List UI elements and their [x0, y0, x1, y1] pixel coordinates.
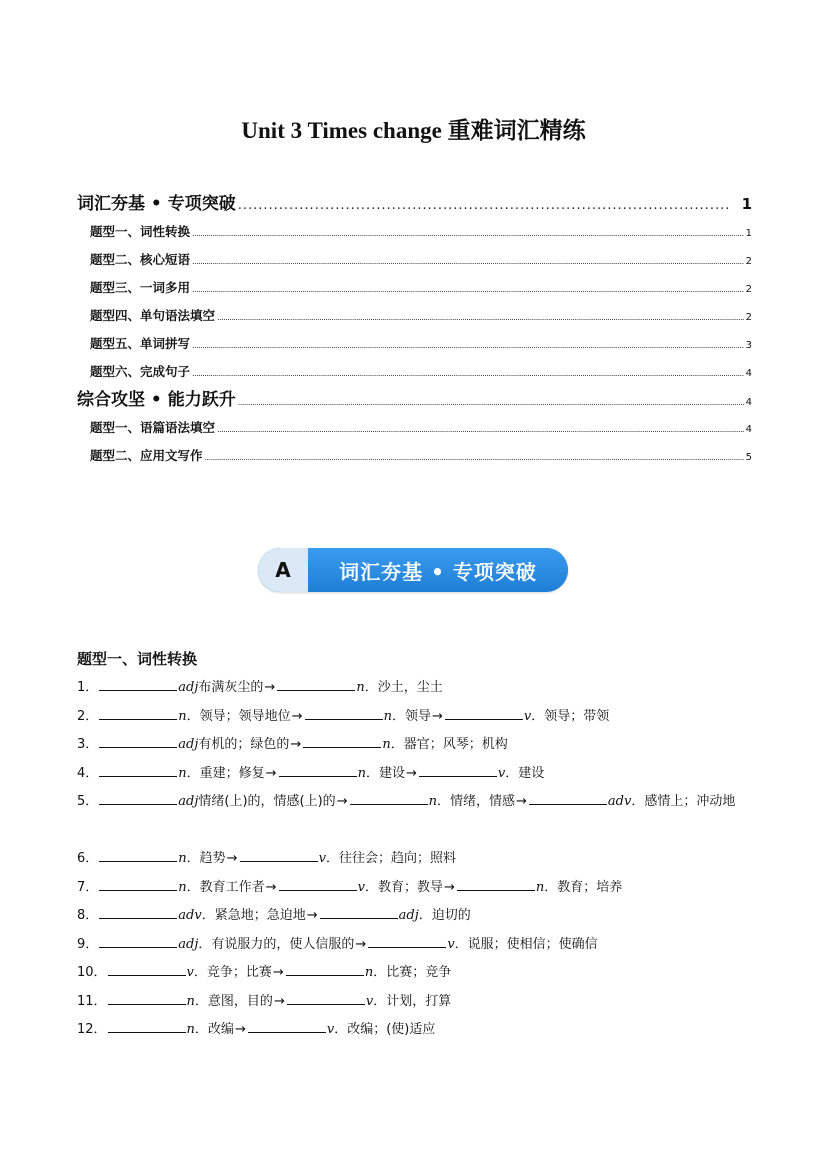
arrow-right-icon: →: [443, 879, 455, 895]
question-number: 2．: [77, 708, 99, 724]
definition-text: ．趋势: [186, 851, 226, 866]
definition-text: ．说服；使相信；使确信: [454, 936, 598, 952]
toc-entry[interactable]: [77, 442, 752, 470]
definition-text: ．感情上；冲动地: [631, 794, 736, 809]
answer-blank[interactable]: [286, 961, 364, 976]
part-of-speech: v: [523, 708, 532, 724]
arrow-right-icon: →: [336, 794, 348, 809]
part-of-speech: n: [357, 765, 366, 781]
definition-text: ．领导；领导地位: [186, 708, 291, 724]
toc-leader-dots: [192, 220, 744, 248]
answer-blank[interactable]: [99, 762, 177, 777]
question-item: [77, 731, 757, 760]
answer-blank[interactable]: [240, 847, 318, 862]
banner-title: 词汇夯基 • 专项突破: [308, 548, 568, 592]
toc-leader-dots: [192, 360, 744, 388]
question-item: [77, 1016, 757, 1045]
question-number: 9．: [77, 936, 99, 952]
answer-blank[interactable]: [108, 961, 186, 976]
arrow-right-icon: →: [272, 965, 284, 980]
part-of-speech: v: [318, 851, 326, 866]
question-number: 5．: [77, 794, 99, 809]
answer-blank[interactable]: [287, 990, 365, 1005]
question-number: 6．: [77, 851, 99, 866]
part-of-speech: n: [178, 879, 187, 895]
definition-text: ．往往会；趋向；照料: [325, 851, 456, 866]
question-number: 3．: [77, 737, 99, 752]
toc-leader-dots: [217, 304, 744, 332]
part-of-speech: n: [178, 851, 187, 866]
part-of-speech: adv: [178, 908, 202, 923]
toc-leader-dots: [205, 444, 744, 472]
toc-entry-page: 1: [741, 195, 752, 213]
question-list: [77, 674, 757, 1045]
part-of-speech: n: [186, 1022, 195, 1037]
answer-blank[interactable]: [320, 904, 398, 919]
page-title: Unit 3 Times change 重难词汇精练: [241, 118, 586, 143]
part-of-speech: v: [365, 993, 374, 1009]
part-of-speech: adj: [178, 936, 199, 952]
toc-entry-label: 题型二、核心短语: [90, 252, 191, 267]
part-of-speech: n: [178, 765, 187, 781]
part-of-speech: n: [364, 965, 374, 980]
definition-text: ．改编: [194, 1022, 234, 1037]
definition-text: ．重建；修复: [186, 765, 265, 781]
definition-text: ．教育；教导: [364, 879, 443, 895]
toc-entry-page: 2: [745, 256, 752, 267]
definition-text: ．竞争；比赛: [193, 965, 272, 980]
arrow-right-icon: →: [431, 708, 443, 724]
definition-text: ．教育工作者: [186, 879, 265, 895]
definition-text: 情绪(上)的，情感(上)的: [198, 794, 336, 809]
arrow-right-icon: →: [226, 851, 238, 866]
part-of-speech: adj: [178, 794, 199, 809]
banner-badge: A: [258, 548, 308, 592]
toc-entry-page: 2: [745, 284, 752, 295]
question-item: [77, 674, 757, 703]
answer-blank[interactable]: [99, 933, 177, 948]
answer-blank[interactable]: [99, 904, 177, 919]
question-item: [77, 703, 757, 732]
table-of-contents: [77, 190, 752, 470]
part-of-speech: adv: [607, 794, 632, 809]
answer-blank[interactable]: [368, 933, 446, 948]
part-of-speech: v: [497, 765, 506, 781]
toc-leader-dots: [238, 389, 744, 417]
arrow-right-icon: →: [355, 936, 367, 952]
section-banner: [258, 548, 568, 592]
arrow-right-icon: →: [291, 708, 303, 724]
toc-entry-page: 4: [745, 424, 752, 435]
toc-entry-page: 3: [745, 340, 752, 351]
question-item: [77, 988, 757, 1017]
part-of-speech: n: [186, 993, 195, 1009]
question-number: 1．: [77, 680, 99, 695]
part-of-speech: n: [382, 737, 391, 752]
part-of-speech: adj: [178, 737, 199, 752]
toc-entry[interactable]: [77, 218, 752, 246]
question-number: 11．: [77, 993, 107, 1009]
part-of-speech: adj: [178, 680, 199, 695]
question-item: [77, 902, 757, 931]
answer-blank[interactable]: [99, 876, 177, 891]
answer-blank[interactable]: [99, 847, 177, 862]
question-item: [77, 931, 757, 960]
definition-text: ．改编；(使)适应: [334, 1022, 436, 1037]
question-item: [77, 845, 757, 874]
arrow-right-icon: →: [265, 879, 277, 895]
toc-entry-page: 2: [745, 312, 752, 323]
toc-entry[interactable]: [77, 302, 752, 330]
part-of-speech: v: [186, 965, 194, 980]
definition-text: ．意图，目的: [194, 993, 273, 1009]
definition-text: ．领导: [391, 708, 431, 724]
toc-entry-label: 题型二、应用文写作: [90, 448, 203, 463]
toc-leader-dots: [192, 276, 744, 304]
arrow-right-icon: →: [405, 765, 417, 781]
definition-text: ．紧急地；急迫地: [201, 908, 306, 923]
toc-entry-label: 题型四、单句语法填空: [90, 308, 216, 323]
toc-entry[interactable]: [77, 330, 752, 358]
definition-text: ．比赛；竞争: [373, 965, 452, 980]
toc-entry-page: 5: [745, 452, 752, 463]
answer-blank[interactable]: [350, 790, 428, 805]
definition-text: 布满灰尘的: [198, 680, 264, 695]
answer-blank[interactable]: [248, 1018, 326, 1033]
answer-blank[interactable]: [277, 676, 355, 691]
definition-text: ．迫切的: [418, 908, 471, 923]
answer-blank[interactable]: [108, 990, 186, 1005]
toc-entry-page: 4: [745, 368, 752, 379]
definition-text: 有机的；绿色的: [198, 737, 290, 752]
toc-entry[interactable]: [77, 358, 752, 386]
toc-entry[interactable]: [77, 246, 752, 274]
part-of-speech: v: [357, 879, 365, 895]
toc-leader-dots: [217, 416, 744, 444]
definition-text: ．情绪，情感: [436, 794, 515, 809]
answer-blank[interactable]: [445, 705, 523, 720]
answer-blank[interactable]: [279, 876, 357, 891]
toc-entry-page: 1: [745, 228, 752, 239]
answer-blank[interactable]: [108, 1018, 186, 1033]
definition-text: ．器官；风琴；机构: [390, 737, 508, 752]
answer-blank[interactable]: [99, 733, 177, 748]
toc-leader-dots: [238, 192, 728, 220]
toc-leader-dots: [192, 332, 744, 360]
definition-text: ．建设: [365, 765, 405, 781]
answer-blank[interactable]: [99, 676, 177, 691]
toc-entry[interactable]: [77, 386, 752, 414]
answer-blank[interactable]: [305, 705, 383, 720]
question-item: [77, 959, 757, 988]
part-of-speech: n: [383, 708, 392, 724]
definition-text: ．教育；培养: [544, 879, 623, 895]
question-item: [77, 760, 757, 789]
answer-blank[interactable]: [279, 762, 357, 777]
question-number: 7．: [77, 879, 99, 895]
part-of-speech: n: [535, 879, 545, 895]
question-number: 8．: [77, 908, 99, 923]
part-of-speech: v: [326, 1022, 335, 1037]
question-number: 12．: [77, 1022, 107, 1037]
arrow-right-icon: →: [290, 737, 302, 752]
definition-text: ．计划，打算: [373, 993, 452, 1009]
arrow-right-icon: →: [234, 1022, 246, 1037]
toc-entry-label: 题型三、一词多用: [90, 280, 191, 295]
arrow-right-icon: →: [265, 765, 277, 781]
question-item: [77, 788, 757, 845]
toc-entry-label: 题型一、词性转换: [90, 224, 191, 239]
toc-entry[interactable]: [77, 190, 752, 218]
part-of-speech: v: [447, 936, 455, 952]
question-number: 4．: [77, 765, 99, 781]
toc-entry-label: 题型五、单词拼写: [90, 336, 191, 351]
definition-text: ．有说服力的，使人信服的: [198, 936, 355, 952]
toc-entry[interactable]: [77, 414, 752, 442]
answer-blank[interactable]: [99, 790, 177, 805]
question-number: 10．: [77, 965, 107, 980]
arrow-right-icon: →: [306, 908, 318, 923]
arrow-right-icon: →: [273, 993, 285, 1009]
answer-blank[interactable]: [457, 876, 535, 891]
toc-entry-label: 题型一、语篇语法填空: [90, 420, 216, 435]
toc-entry-label: 综合攻坚 • 能力跃升: [77, 390, 236, 410]
toc-entry-label: 词汇夯基 • 专项突破: [77, 194, 236, 214]
arrow-right-icon: →: [515, 794, 527, 809]
definition-text: ．建设: [505, 765, 545, 781]
answer-blank[interactable]: [303, 733, 381, 748]
part-of-speech: n: [178, 708, 187, 724]
toc-entry[interactable]: [77, 274, 752, 302]
answer-blank[interactable]: [99, 705, 177, 720]
part-of-speech: n: [356, 680, 365, 695]
definition-text: ．领导；带领: [531, 708, 610, 724]
toc-leader-dots: [192, 248, 744, 276]
question-item: [77, 874, 757, 903]
part-of-speech: n: [428, 794, 437, 809]
part-of-speech: adj: [398, 908, 419, 923]
toc-entry-page: 4: [745, 397, 752, 408]
toc-entry-label: 题型六、完成句子: [90, 364, 191, 379]
answer-blank[interactable]: [529, 790, 607, 805]
answer-blank[interactable]: [419, 762, 497, 777]
section-heading: 题型一、词性转换: [77, 650, 198, 668]
arrow-right-icon: →: [264, 680, 276, 695]
definition-text: ．沙土，尘土: [364, 680, 443, 695]
